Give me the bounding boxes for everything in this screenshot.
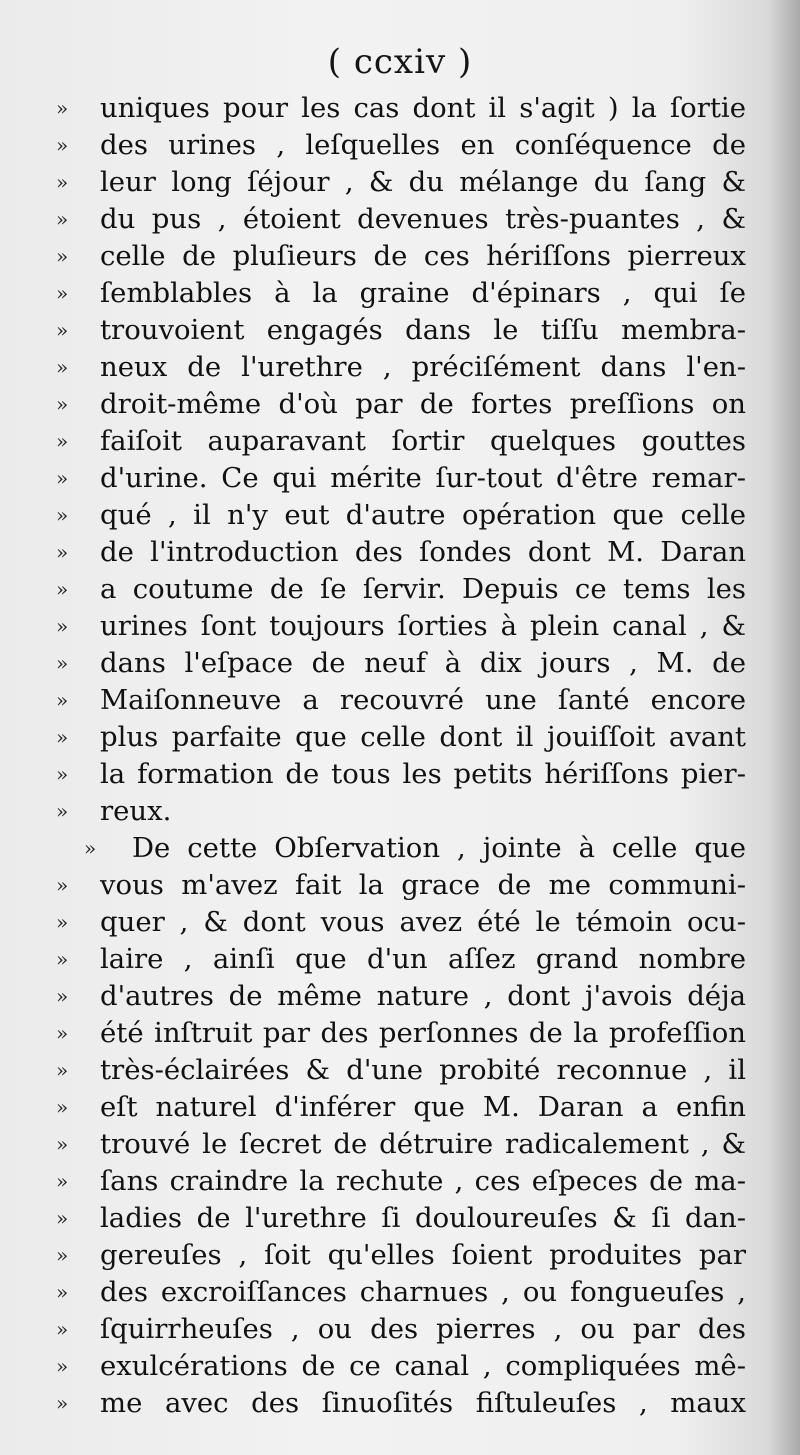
quote-mark: » bbox=[56, 873, 69, 897]
text-line: » uniques pour les cas dont il s'agit ) la ſortie bbox=[56, 90, 746, 127]
paragraph-start-line: » De cette Obſervation , jointe à celle que bbox=[56, 830, 746, 867]
quote-mark: » bbox=[56, 762, 69, 786]
text-line: » ſans craindre la rechute , ces eſpeces de ma- bbox=[56, 1163, 746, 1200]
text-line: » reux. bbox=[56, 793, 746, 830]
text-line: » très-éclairées & d'une probité reconnue , il bbox=[56, 1052, 746, 1089]
quote-mark: » bbox=[56, 540, 69, 564]
quote-mark: » bbox=[56, 651, 69, 675]
quote-mark: » bbox=[56, 133, 69, 157]
text-line: » des urines , leſquelles en conſéquence de bbox=[56, 127, 746, 164]
text-line: » de l'introduction des ſondes dont M. Daran bbox=[56, 534, 746, 571]
quote-mark: » bbox=[56, 1354, 69, 1378]
text-line: » la formation de tous les petits hériſſons pier- bbox=[56, 756, 746, 793]
body-text bbox=[56, 90, 746, 1422]
quote-mark: » bbox=[56, 910, 69, 934]
quote-mark: » bbox=[56, 503, 69, 527]
text-line: » été inſtruit par des perſonnes de la profeſſion bbox=[56, 1015, 746, 1052]
quote-mark: » bbox=[56, 1391, 69, 1415]
quote-mark: » bbox=[56, 1021, 69, 1045]
quote-mark: » bbox=[56, 725, 69, 749]
quote-mark: » bbox=[56, 1169, 69, 1193]
text-line: » ladies de l'urethre ſi douloureuſes & ſi dan- bbox=[56, 1200, 746, 1237]
quote-mark: » bbox=[56, 429, 69, 453]
text-line: » droit-même d'où par de fortes preſſions on bbox=[56, 386, 746, 423]
text-line: » dans l'eſpace de neuf à dix jours , M. de bbox=[56, 645, 746, 682]
text-line: » me avec des ſinuoſités fiſtuleuſes , maux bbox=[56, 1385, 746, 1422]
text-line: » a coutume de ſe ſervir. Depuis ce tems les bbox=[56, 571, 746, 608]
quote-mark: » bbox=[56, 984, 69, 1008]
quote-mark: » bbox=[56, 1280, 69, 1304]
quote-mark: » bbox=[56, 577, 69, 601]
quote-mark: » bbox=[84, 836, 97, 860]
quote-mark: » bbox=[56, 1095, 69, 1119]
text-line: » vous m'avez fait la grace de me communi- bbox=[56, 867, 746, 904]
text-line: » neux de l'urethre , préciſément dans l'en- bbox=[56, 349, 746, 386]
quote-mark: » bbox=[56, 466, 69, 490]
quote-mark: » bbox=[56, 1206, 69, 1230]
quote-mark: » bbox=[56, 170, 69, 194]
quote-mark: » bbox=[56, 392, 69, 416]
text-line: » exulcérations de ce canal , compliquées mê- bbox=[56, 1348, 746, 1385]
text-line: » ſemblables à la graine d'épinars , qui ſe bbox=[56, 275, 746, 312]
text-line: » Maiſonneuve a recouvré une ſanté encore bbox=[56, 682, 746, 719]
text-line: » eſt naturel d'inférer que M. Daran a enfin bbox=[56, 1089, 746, 1126]
text-line: » quer , & dont vous avez été le témoin ocu- bbox=[56, 904, 746, 941]
text-line: » celle de pluſieurs de ces hériſſons pierreux bbox=[56, 238, 746, 275]
text-line: » urines ſont toujours ſorties à plein canal , & bbox=[56, 608, 746, 645]
quote-mark: » bbox=[56, 688, 69, 712]
quote-mark: » bbox=[56, 1317, 69, 1341]
quote-mark: » bbox=[56, 244, 69, 268]
page-number: ( ccxiv ) bbox=[327, 42, 473, 82]
text-line: » d'autres de même nature , dont j'avois déja bbox=[56, 978, 746, 1015]
quote-mark: » bbox=[56, 281, 69, 305]
quote-mark: » bbox=[56, 355, 69, 379]
text-line: » trouvoient engagés dans le tiſſu membra- bbox=[56, 312, 746, 349]
text-line: » d'urine. Ce qui mérite ſur-tout d'être remar- bbox=[56, 460, 746, 497]
text-line: » du pus , étoient devenues très-puantes , & bbox=[56, 201, 746, 238]
text-line: » trouvé le ſecret de détruire radicalement , & bbox=[56, 1126, 746, 1163]
text-line: » ſquirrheuſes , ou des pierres , ou par des bbox=[56, 1311, 746, 1348]
text-line: » gereuſes , ſoit qu'elles ſoient produites par bbox=[56, 1237, 746, 1274]
quote-mark: » bbox=[56, 1058, 69, 1082]
quote-mark: » bbox=[56, 318, 69, 342]
quote-mark: » bbox=[56, 1132, 69, 1156]
quote-mark: » bbox=[56, 614, 69, 638]
quote-mark: » bbox=[56, 1243, 69, 1267]
text-line: » qué , il n'y eut d'autre opération que celle bbox=[56, 497, 746, 534]
text-line: » plus parfaite que celle dont il jouiſſoit avant bbox=[56, 719, 746, 756]
quote-mark: » bbox=[56, 96, 69, 120]
text-line: » faiſoit auparavant ſortir quelques gouttes bbox=[56, 423, 746, 460]
text-line: » des excroiſſances charnues , ou fongueuſes , bbox=[56, 1274, 746, 1311]
quote-mark: » bbox=[56, 947, 69, 971]
quote-mark: » bbox=[56, 207, 69, 231]
text-line: » laire , ainſi que d'un aſſez grand nombre bbox=[56, 941, 746, 978]
text-line: » leur long ſéjour , & du mélange du ſang & bbox=[56, 164, 746, 201]
quote-mark: » bbox=[56, 799, 69, 823]
